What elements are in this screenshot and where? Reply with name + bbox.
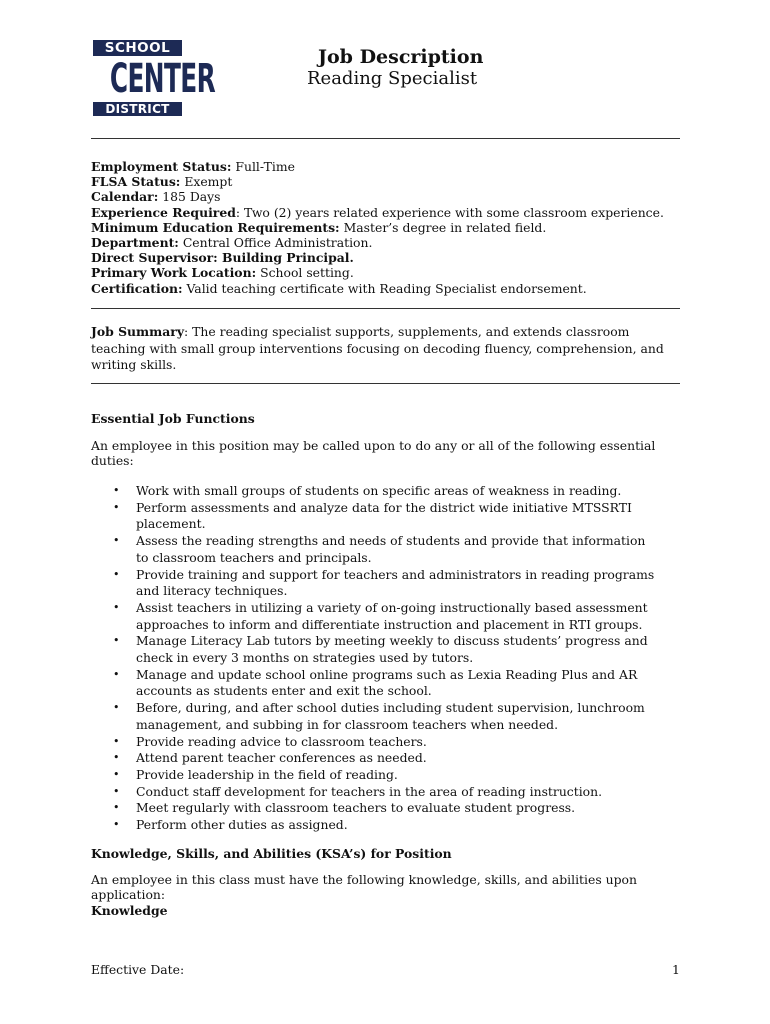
bullet-icon: • xyxy=(113,801,120,815)
school-district-logo xyxy=(93,40,216,116)
job-summary-text: : The reading specialist supports, supplements, and extends classroom teaching with small group interventions focusing on decoding fluency, comprehension, and writing skills. xyxy=(91,324,664,373)
list-item-text: Work with small groups of students on specific areas of weakness in reading. xyxy=(136,483,622,498)
detail-certification: Certification: Valid teaching certificate with Reading Specialist endorsement. xyxy=(91,280,587,296)
bullet-icon: • xyxy=(113,818,120,832)
bullet-icon: • xyxy=(113,484,120,497)
list-item xyxy=(91,800,656,817)
details-divider xyxy=(91,308,680,309)
summary-divider xyxy=(91,383,680,384)
page-number: 1 xyxy=(672,962,680,977)
list-item-text: Manage and update school online programs such as Lexia Reading Plus and AR accounts as students enter and exit the school. xyxy=(136,666,638,699)
list-item xyxy=(91,734,656,751)
list-item xyxy=(91,817,656,834)
list-item xyxy=(91,667,656,700)
list-item-text: Provide reading advice to classroom teachers. xyxy=(136,733,427,749)
bullet-icon: • xyxy=(113,567,120,581)
ksa-intro: An employee in this class must have the following knowledge, skills, and abilities upon application: xyxy=(91,872,637,902)
logo-school-text: SCHOOL xyxy=(93,40,182,56)
list-item-text: Attend parent teacher conferences as needed. xyxy=(136,750,427,766)
detail-education: Minimum Education Requirements: Master’s degree in related field. xyxy=(91,219,547,235)
detail-department: Department: Central Office Administration. xyxy=(91,234,373,250)
document-subtitle: Reading Specialist xyxy=(307,68,478,89)
list-item xyxy=(91,600,656,633)
ksa-heading: Knowledge, Skills, and Abilities (KSA’s) for Position xyxy=(91,846,452,861)
bullet-icon: • xyxy=(113,600,120,614)
list-item-text: Provide leadership in the field of reading. xyxy=(136,766,398,782)
detail-employment-status: Employment Status: Full-Time xyxy=(91,159,295,174)
bullet-icon: • xyxy=(113,751,120,765)
essential-functions-list xyxy=(91,483,681,834)
bullet-icon: • xyxy=(113,634,120,648)
list-item xyxy=(91,767,656,784)
bullet-icon: • xyxy=(113,767,120,781)
list-item-text: Conduct staff development for teachers in the area of reading instruction. xyxy=(136,783,603,799)
ksa-knowledge-subheading: Knowledge xyxy=(91,903,168,918)
employment-details xyxy=(91,159,681,296)
header-divider xyxy=(91,138,680,139)
list-item-text: Assess the reading strengths and needs of students and provide that information to classroom teachers and principals. xyxy=(136,533,646,565)
logo-district-text: DISTRICT xyxy=(93,102,182,116)
list-item-text: Provide training and support for teachers and administrators in reading programs and literacy techniques. xyxy=(136,566,655,599)
document-title: Job Description xyxy=(318,46,484,68)
bullet-icon: • xyxy=(113,500,120,514)
job-summary xyxy=(91,324,671,374)
list-item xyxy=(91,533,656,566)
detail-supervisor: Direct Supervisor: Building Principal. xyxy=(91,250,354,266)
detail-work-location: Primary Work Location: School setting. xyxy=(91,265,354,281)
bullet-icon: • xyxy=(113,784,120,798)
list-item xyxy=(91,750,656,767)
bullet-icon: • xyxy=(113,701,120,715)
bullet-icon: • xyxy=(113,667,120,681)
detail-experience: Experience Required: Two (2) years related experience with some classroom experience. xyxy=(91,204,664,220)
list-item xyxy=(91,700,656,733)
bullet-icon: • xyxy=(113,734,120,748)
list-item xyxy=(91,483,656,500)
list-item xyxy=(91,633,656,666)
list-item-text: Meet regularly with classroom teachers to evaluate student progress. xyxy=(136,800,576,816)
list-item-text: Perform assessments and analyze data for the district wide initiative MTSSRTI placement. xyxy=(136,499,632,532)
detail-calendar: Calendar: 185 Days xyxy=(91,189,221,205)
list-item xyxy=(91,784,656,801)
essential-functions-heading: Essential Job Functions xyxy=(91,411,255,426)
list-item-text: Perform other duties as assigned. xyxy=(136,817,348,833)
effective-date-label: Effective Date: xyxy=(91,962,185,977)
list-item xyxy=(91,567,656,600)
list-item-text: Before, during, and after school duties including student supervision, lunchroom management, and subbing in for classroom teachers when needed. xyxy=(136,700,645,732)
list-item-text: Assist teachers in utilizing a variety of on-going instructionally based assessment approaches to inform and differentiate instruction and placement in RTI groups. xyxy=(136,599,648,632)
job-summary-label: Job Summary xyxy=(91,324,185,339)
detail-flsa-status: FLSA Status: Exempt xyxy=(91,174,233,190)
logo-center-text: CENTER xyxy=(109,56,216,102)
bullet-icon: • xyxy=(113,534,120,548)
list-item-text: Manage Literacy Lab tutors by meeting weekly to discuss students’ progress and check in every 3 months on strategies used by tutors. xyxy=(136,633,648,666)
essential-functions-intro: An employee in this position may be called upon to do any or all of the following essential duties: xyxy=(91,438,656,469)
list-item xyxy=(91,500,656,533)
